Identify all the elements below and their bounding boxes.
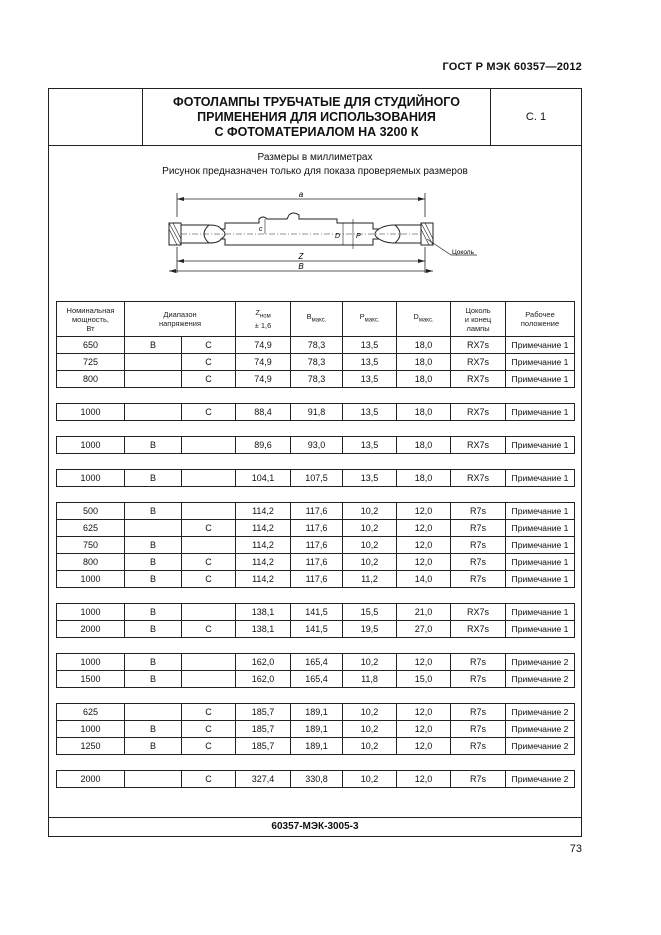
table-cell: RX7s [451, 404, 506, 421]
table-cell: B [125, 537, 182, 554]
table-cell [182, 671, 236, 688]
table-cell: RX7s [451, 337, 506, 354]
table-group-gap [57, 454, 575, 470]
table-cell: B [125, 621, 182, 638]
table-cell: 19,5 [343, 621, 397, 638]
table-cell: 10,2 [343, 704, 397, 721]
figure-note: Рисунок предназначен только для показа проверяемых размеров [162, 166, 468, 177]
table-cell: 625 [57, 704, 125, 721]
table-cell: R7s [451, 654, 506, 671]
table-cell: 18,0 [397, 470, 451, 487]
table-cell: 27,0 [397, 621, 451, 638]
table-cell: Примечание 2 [506, 671, 575, 688]
table-cell: 89,6 [236, 437, 291, 454]
table-row [57, 621, 575, 638]
table-group-gap [57, 487, 575, 503]
table-cell: 185,7 [236, 738, 291, 755]
table-cell: 18,0 [397, 371, 451, 388]
units-caption: Размеры в миллиметрах [257, 152, 373, 163]
table-group-gap [57, 421, 575, 437]
table-cell [182, 470, 236, 487]
table-cell: 10,2 [343, 554, 397, 571]
table-cell [182, 437, 236, 454]
table-cell: 10,2 [343, 771, 397, 788]
table-cell: 13,5 [343, 354, 397, 371]
base-label: Цоколь [452, 249, 474, 256]
table-cell: 1000 [57, 404, 125, 421]
table-cell: 800 [57, 371, 125, 388]
table-cell: RX7s [451, 371, 506, 388]
page-number: 73 [569, 843, 582, 855]
table-cell [182, 503, 236, 520]
table-group-gap [57, 688, 575, 704]
table-cell: C [182, 337, 236, 354]
dimensions-table [56, 301, 575, 788]
header-z: $Z_{ном}$ ± 1,6 [236, 302, 291, 337]
table-cell: 12,0 [397, 738, 451, 755]
table-cell: B [125, 554, 182, 571]
table-cell: RX7s [451, 470, 506, 487]
table-cell [182, 654, 236, 671]
table-cell: Примечание 1 [506, 404, 575, 421]
title-line-1: ФОТОЛАМПЫ ТРУБЧАТЫЕ ДЛЯ СТУДИЙНОГО [173, 94, 460, 109]
table-group-gap [57, 755, 575, 771]
table-cell: 1000 [57, 721, 125, 738]
table-cell: 10,2 [343, 738, 397, 755]
table-cell: 327,4 [236, 771, 291, 788]
table-cell: RX7s [451, 354, 506, 371]
table-cell: 189,1 [291, 704, 343, 721]
table-cell: 165,4 [291, 671, 343, 688]
table-cell: 117,6 [291, 537, 343, 554]
table-cell: B [125, 503, 182, 520]
table-row [57, 554, 575, 571]
table-cell: Примечание 2 [506, 738, 575, 755]
table-cell: 1000 [57, 470, 125, 487]
table-cell: 12,0 [397, 537, 451, 554]
table-cell: 10,2 [343, 537, 397, 554]
table-cell: R7s [451, 537, 506, 554]
table-cell: Примечание 1 [506, 554, 575, 571]
table-cell: RX7s [451, 604, 506, 621]
table-cell: B [125, 571, 182, 588]
table-cell: 141,5 [291, 621, 343, 638]
table-cell: 12,0 [397, 704, 451, 721]
table-cell: 162,0 [236, 671, 291, 688]
table-cell: Примечание 1 [506, 503, 575, 520]
table-cell: Примечание 1 [506, 604, 575, 621]
table-cell: 189,1 [291, 738, 343, 755]
table-cell: R7s [451, 571, 506, 588]
table-cell: 625 [57, 520, 125, 537]
table-cell: C [182, 571, 236, 588]
table-cell: 18,0 [397, 337, 451, 354]
table-cell: 1000 [57, 437, 125, 454]
table-cell: 138,1 [236, 621, 291, 638]
table-cell: 189,1 [291, 721, 343, 738]
table-cell: Примечание 2 [506, 704, 575, 721]
dim-p-label: P [356, 233, 361, 240]
table-cell: 117,6 [291, 571, 343, 588]
table-cell: B [125, 721, 182, 738]
table-cell: 141,5 [291, 604, 343, 621]
table-cell: 1500 [57, 671, 125, 688]
table-header-row [57, 302, 575, 337]
dim-z-label: Z [298, 252, 304, 261]
table-cell [125, 371, 182, 388]
table-cell: 725 [57, 354, 125, 371]
table-cell: B [125, 470, 182, 487]
table-cell: R7s [451, 771, 506, 788]
table-row [57, 437, 575, 454]
title-line-2: ПРИМЕНЕНИЯ ДЛЯ ИСПОЛЬЗОВАНИЯ [197, 109, 436, 124]
table-cell: 91,8 [291, 404, 343, 421]
table-cell: 114,2 [236, 554, 291, 571]
sheet-frame [48, 88, 582, 837]
table-cell: Примечание 1 [506, 354, 575, 371]
table-cell: 10,2 [343, 654, 397, 671]
table-cell: B [125, 337, 182, 354]
table-cell: Примечание 1 [506, 537, 575, 554]
table-cell: 750 [57, 537, 125, 554]
table-row [57, 354, 575, 371]
table-cell: 13,5 [343, 470, 397, 487]
table-cell: 12,0 [397, 554, 451, 571]
table-cell: B [125, 671, 182, 688]
header-base: Цоколь и конец лампы [451, 302, 506, 337]
table-cell: 11,2 [343, 571, 397, 588]
table-cell: 15,5 [343, 604, 397, 621]
standard-header: ГОСТ Р МЭК 60357—2012 [442, 61, 582, 73]
table-cell: R7s [451, 554, 506, 571]
header-power: Номинальная мощность, Вт [57, 302, 125, 337]
table-cell: 78,3 [291, 337, 343, 354]
table-cell: 138,1 [236, 604, 291, 621]
table-cell: 15,0 [397, 671, 451, 688]
dim-c-label: c [259, 226, 263, 233]
table-cell [125, 771, 182, 788]
title-line-3: С ФОТОМАТЕРИАЛОМ НА 3200 К [214, 124, 419, 139]
header-position: Рабочее положение [506, 302, 575, 337]
table-cell: 93,0 [291, 437, 343, 454]
table-cell: Примечание 1 [506, 337, 575, 354]
table-cell: 114,2 [236, 537, 291, 554]
table-row [57, 503, 575, 520]
title-block [49, 89, 581, 146]
table-cell: 117,6 [291, 503, 343, 520]
title-empty-cell [49, 89, 143, 145]
table-cell: B [125, 654, 182, 671]
table-row [57, 671, 575, 688]
table-cell: B [125, 738, 182, 755]
table-cell: 13,5 [343, 371, 397, 388]
table-cell: R7s [451, 704, 506, 721]
table-cell: 18,0 [397, 404, 451, 421]
table-cell: 650 [57, 337, 125, 354]
table-row [57, 371, 575, 388]
table-cell: 78,3 [291, 371, 343, 388]
table-cell: R7s [451, 503, 506, 520]
table-row [57, 654, 575, 671]
table-cell: 114,2 [236, 503, 291, 520]
table-cell: 10,2 [343, 503, 397, 520]
table-cell: 117,6 [291, 520, 343, 537]
table-cell: 78,3 [291, 354, 343, 371]
table-group-gap [57, 388, 575, 404]
table-row [57, 571, 575, 588]
table-cell: Примечание 1 [506, 621, 575, 638]
sheet-title [143, 89, 491, 145]
table-row [57, 704, 575, 721]
dim-b-label: B [298, 262, 304, 271]
table-cell: C [182, 404, 236, 421]
table-cell: Примечание 2 [506, 654, 575, 671]
table-cell: 74,9 [236, 354, 291, 371]
header-d: $D_{макс.}$ [397, 302, 451, 337]
table-cell: C [182, 354, 236, 371]
document-code: 60357-МЭК-3005-3 [49, 817, 581, 836]
table-row [57, 470, 575, 487]
table-cell [182, 537, 236, 554]
table-cell: C [182, 621, 236, 638]
table-cell: 18,0 [397, 437, 451, 454]
table-row [57, 337, 575, 354]
table-cell: B [125, 437, 182, 454]
table-group-gap [57, 588, 575, 604]
table-cell: Примечание 2 [506, 721, 575, 738]
table-row [57, 520, 575, 537]
table-cell: C [182, 704, 236, 721]
table-cell: 12,0 [397, 771, 451, 788]
table-cell: 2000 [57, 771, 125, 788]
table-cell: C [182, 721, 236, 738]
table-cell [125, 704, 182, 721]
header-b: $B_{макс.}$ [291, 302, 343, 337]
table-cell: 185,7 [236, 721, 291, 738]
dim-d-label: D [335, 233, 341, 240]
table-cell: 1000 [57, 654, 125, 671]
table-row [57, 771, 575, 788]
table-cell: Примечание 1 [506, 571, 575, 588]
table-cell [125, 354, 182, 371]
header-voltage: Диапазон напряжения [125, 302, 236, 337]
table-cell: R7s [451, 520, 506, 537]
table-cell: 107,5 [291, 470, 343, 487]
table-cell: 14,0 [397, 571, 451, 588]
table-cell: 11,8 [343, 671, 397, 688]
table-cell: Примечание 1 [506, 371, 575, 388]
table-cell: 13,5 [343, 337, 397, 354]
table-cell: 330,8 [291, 771, 343, 788]
table-cell [125, 404, 182, 421]
table-cell: 2000 [57, 621, 125, 638]
table-cell: Примечание 2 [506, 771, 575, 788]
table-cell: Примечание 1 [506, 470, 575, 487]
table-cell: RX7s [451, 621, 506, 638]
table-cell: 10,2 [343, 520, 397, 537]
table-cell: 12,0 [397, 503, 451, 520]
table-cell: 12,0 [397, 654, 451, 671]
table-cell [182, 604, 236, 621]
table-cell: 18,0 [397, 354, 451, 371]
table-cell: R7s [451, 671, 506, 688]
table-row [57, 404, 575, 421]
table-cell: C [182, 771, 236, 788]
table-cell [125, 520, 182, 537]
table-cell: 800 [57, 554, 125, 571]
table-body [57, 337, 575, 788]
table-cell: 165,4 [291, 654, 343, 671]
table-cell: C [182, 520, 236, 537]
table-cell: 13,5 [343, 404, 397, 421]
table-row [57, 604, 575, 621]
table-cell: 1250 [57, 738, 125, 755]
table-cell: Примечание 1 [506, 520, 575, 537]
table-cell: 88,4 [236, 404, 291, 421]
table-cell: 185,7 [236, 704, 291, 721]
table-cell: 117,6 [291, 554, 343, 571]
table-cell: 500 [57, 503, 125, 520]
table-cell: 21,0 [397, 604, 451, 621]
table-cell: 74,9 [236, 371, 291, 388]
table-cell: 114,2 [236, 520, 291, 537]
table-cell: C [182, 371, 236, 388]
lamp-drawing [159, 189, 479, 281]
table-cell: 114,2 [236, 571, 291, 588]
table-cell: 12,0 [397, 721, 451, 738]
table-cell: R7s [451, 738, 506, 755]
table-row [57, 537, 575, 554]
table-row [57, 721, 575, 738]
table-cell: 12,0 [397, 520, 451, 537]
table-row [57, 738, 575, 755]
table-cell: 162,0 [236, 654, 291, 671]
table-cell: C [182, 738, 236, 755]
table-cell: 10,2 [343, 721, 397, 738]
table-cell: 104,1 [236, 470, 291, 487]
table-group-gap [57, 638, 575, 654]
table-cell: B [125, 604, 182, 621]
table-cell: 1000 [57, 604, 125, 621]
table-cell: 74,9 [236, 337, 291, 354]
dim-a-label: a [298, 190, 304, 199]
table-cell: 1000 [57, 571, 125, 588]
table-cell: Примечание 1 [506, 437, 575, 454]
sheet-number: С. 1 [525, 111, 547, 123]
table-cell: R7s [451, 721, 506, 738]
table-cell: 13,5 [343, 437, 397, 454]
header-p: $P_{макс.}$ [343, 302, 397, 337]
table-cell: RX7s [451, 437, 506, 454]
table-cell: C [182, 554, 236, 571]
